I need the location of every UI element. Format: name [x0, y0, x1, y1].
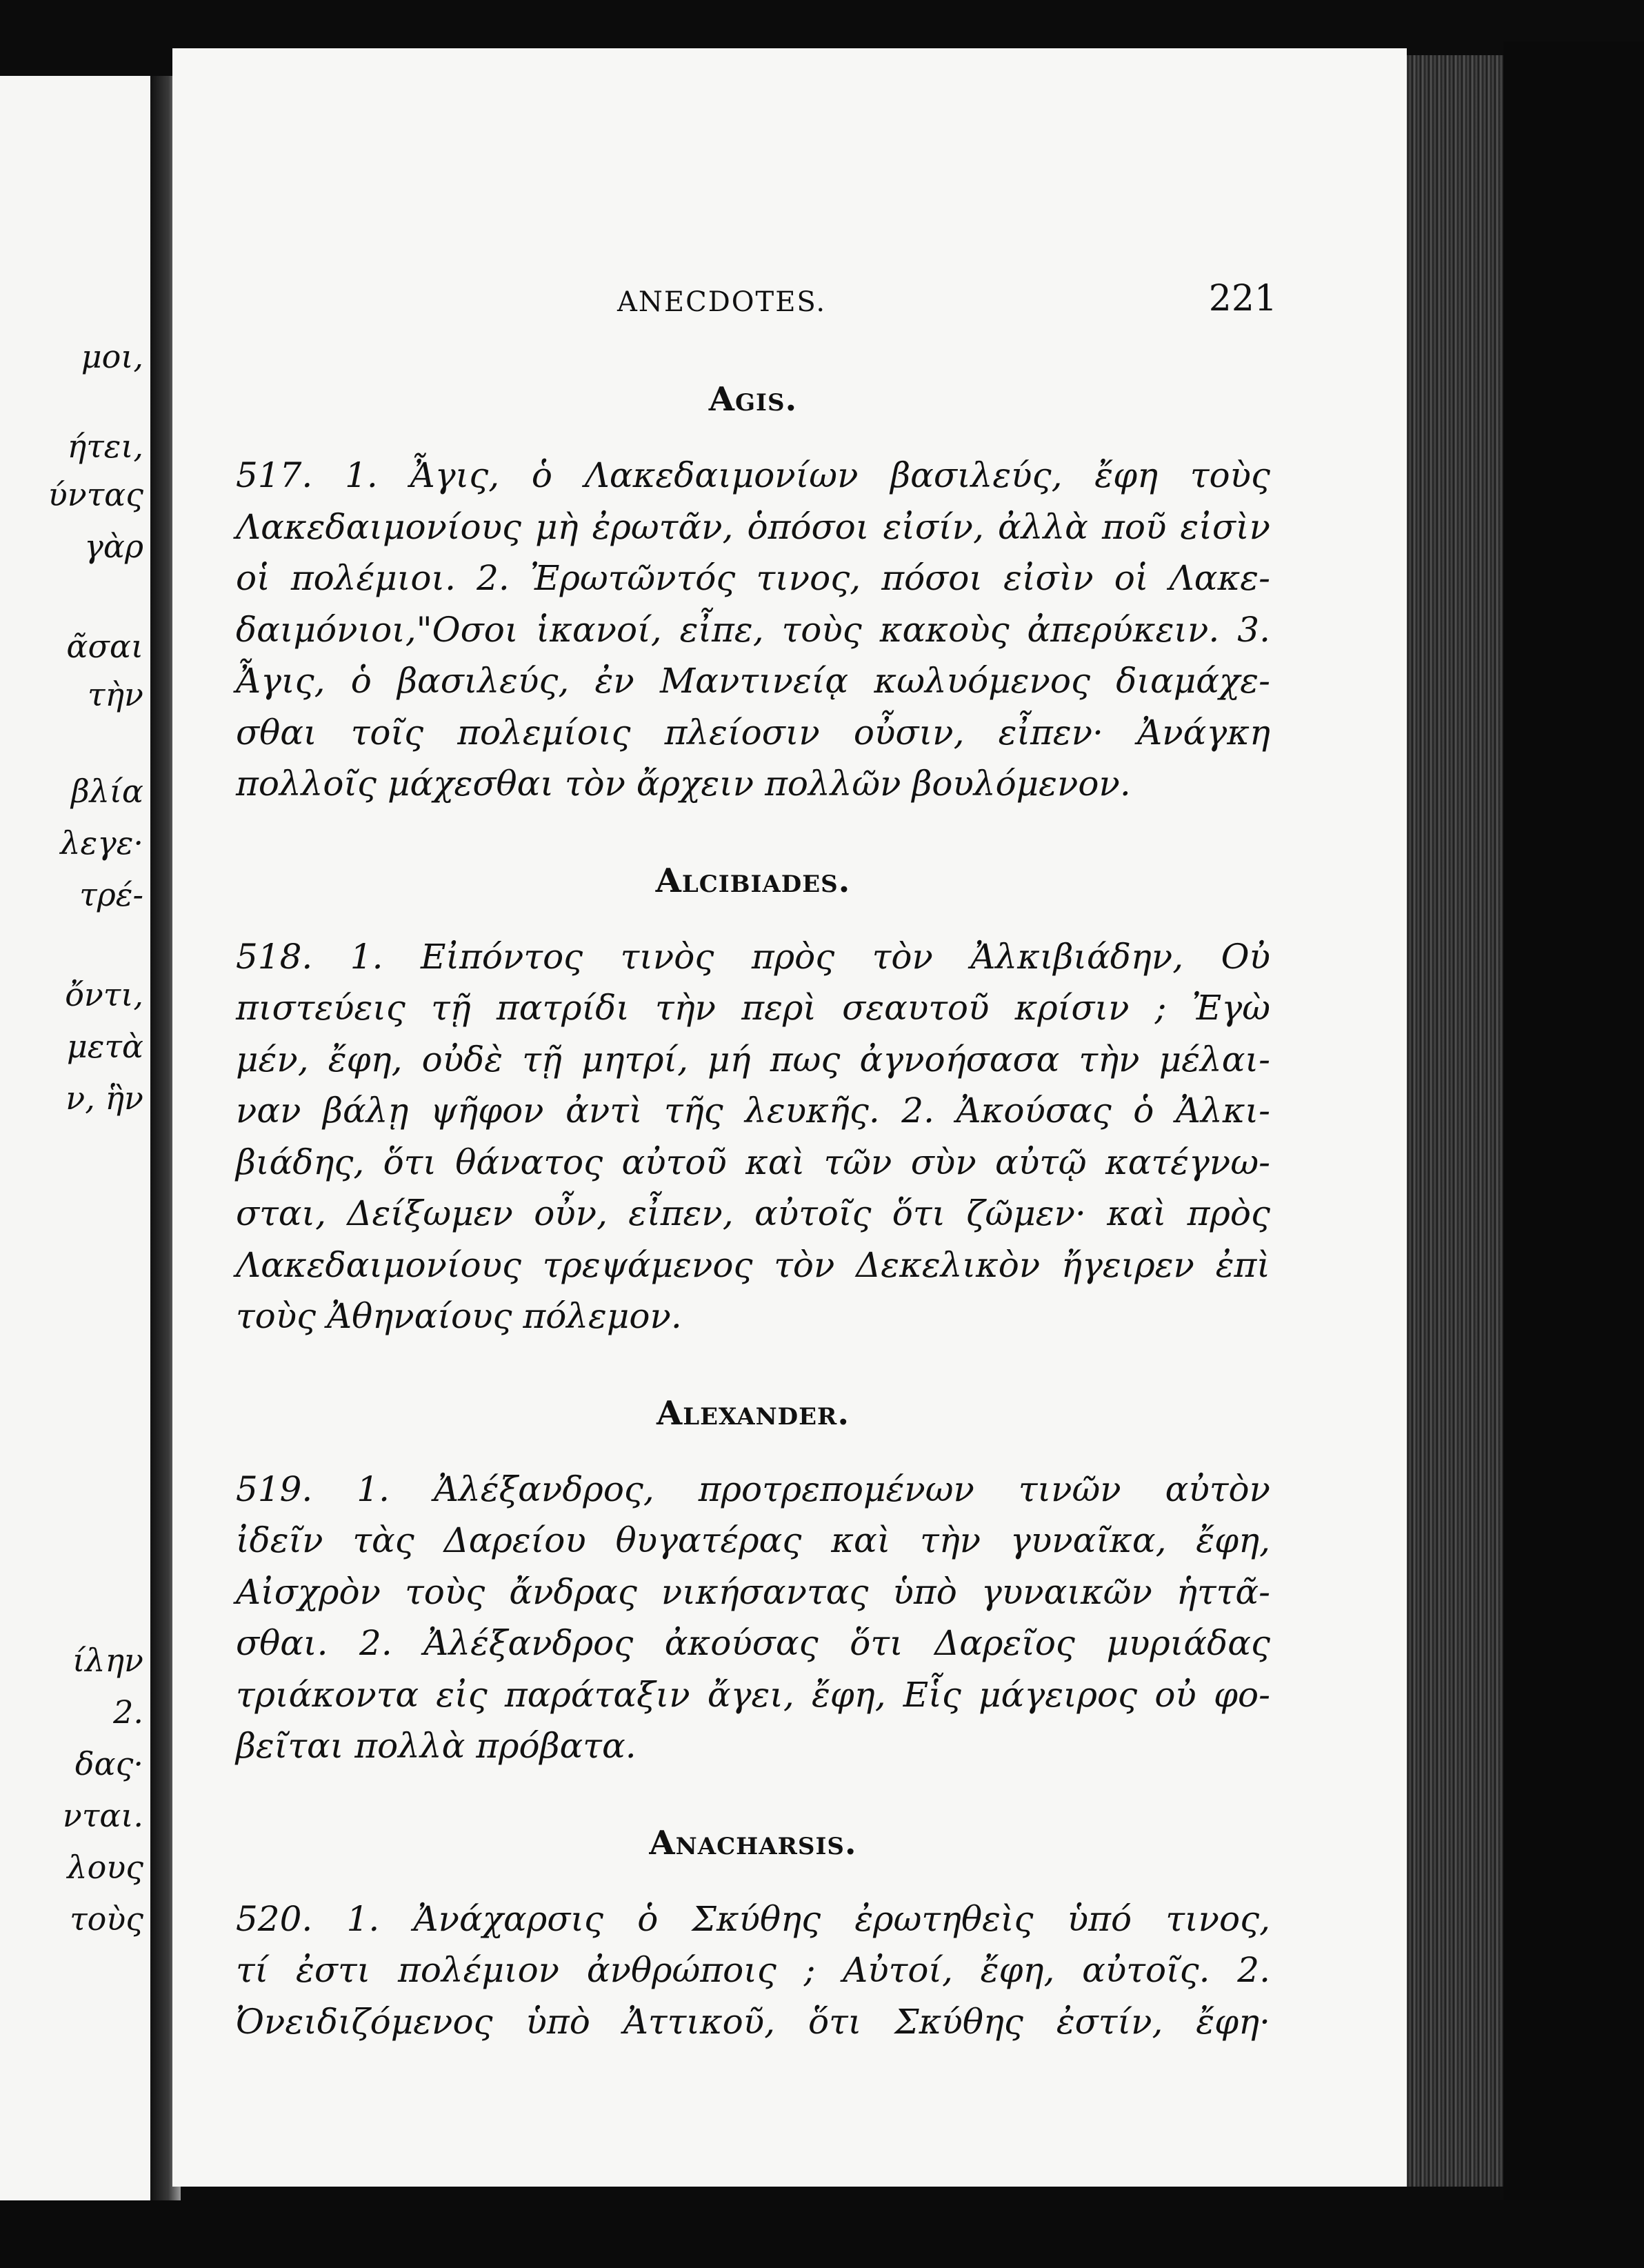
previous-page-line: ν, ἣν [66, 1080, 143, 1117]
text-line: σθαι τοῖς πολεμίοις πλείοσιν οὖσιν, εἶπεν· Ἀνάγκη [236, 712, 1270, 753]
previous-page-line: ᾶσαι [66, 628, 143, 665]
running-head [172, 278, 1407, 335]
text-line: σται, Δείξωμεν οὖν, εἶπεν, αὐτοῖς ὅτι ζῶμεν· καὶ πρὸς [236, 1193, 1270, 1233]
background-dark [1503, 41, 1644, 2268]
text-line: βεῖται πολλὰ πρόβατα. [236, 1726, 636, 1766]
text-line: Ἆγις, ὁ βασιλεύς, ἐν Μαντινείᾳ κωλυόμενος διαμάχε- [236, 661, 1270, 701]
text-line: τοὺς Ἀθηναίους πόλεμον. [236, 1296, 682, 1336]
text-line: 517. 1. Ἆγις, ὁ Λακεδαιμονίων βασιλεύς, ἔφη τοὺς [236, 455, 1270, 495]
text-line: Αἰσχρὸν τοὺς ἄνδρας νικήσαντας ὑπὸ γυναικῶν ἡττᾶ- [236, 1571, 1270, 1612]
section-heading-alcibiades: Alcibiades. [655, 861, 851, 900]
previous-page-line: τρέ- [79, 876, 143, 913]
text-line: Ὀνειδιζόμενος ὑπὸ Ἀττικοῦ, ὅτι Σκύθης ἐστίν, ἔφη· [236, 2001, 1270, 2042]
section-heading-anacharsis: Anacharsis. [649, 1823, 857, 1862]
text-line: ναν βάλῃ ψῆφον ἀντὶ τῆς λευκῆς. 2. Ἀκούσας ὁ Ἀλκι- [236, 1091, 1270, 1131]
previous-page-line: βλία [71, 773, 143, 810]
page-number: 221 [1208, 278, 1277, 319]
anecdote-518 [236, 931, 1270, 1342]
text-line: πιστεύεις τῇ πατρίδι τὴν περὶ σεαυτοῦ κρίσιν ; Ἐγὼ [236, 988, 1270, 1028]
previous-page-line: λους [67, 1849, 143, 1886]
anecdote-519 [236, 1464, 1270, 1772]
anecdote-517 [236, 450, 1270, 810]
previous-page-line: γὰρ [84, 528, 143, 565]
book-page [172, 48, 1407, 2187]
previous-page-line: ύντας [48, 476, 143, 513]
previous-page-line: ὄντι, [65, 976, 143, 1013]
previous-page-line: τὴν [88, 676, 143, 713]
text-line: σθαι. 2. Ἀλέξανδρος ἀκούσας ὅτι Δαρεῖος μυριάδας [236, 1623, 1270, 1663]
previous-page-line: νται. [62, 1797, 143, 1834]
previous-page-line: ήτει, [67, 428, 143, 465]
text-line: ἰδεῖν τὰς Δαρείου θυγατέρας καὶ τὴν γυναῖκα, ἔφη, [236, 1520, 1270, 1560]
text-line: βιάδης, ὅτι θάνατος αὐτοῦ καὶ τῶν σὺν αὐτῷ κατέγνω- [236, 1142, 1270, 1182]
text-line: δαιμόνιοι,"Οσοι ἱκανοί, εἶπε, τοὺς κακοὺς ἀπερύκειν. 3. [236, 609, 1270, 650]
previous-page-line: μοι, [81, 338, 143, 375]
text-line: τριάκοντα εἰς παράταξιν ἄγει, ἔφη, Εἷς μάγειρος οὐ φο- [236, 1674, 1270, 1715]
text-line: οἱ πολέμιοι. 2. Ἐρωτῶντός τινος, πόσοι εἰσὶν οἱ Λακε- [236, 558, 1270, 598]
previous-page-line: τοὺς [70, 1900, 143, 1938]
section-heading-alexander: Alexander. [656, 1393, 850, 1433]
text-line: πολλοῖς μάχεσθαι τὸν ἄρχειν πολλῶν βουλόμενον. [236, 764, 1131, 804]
previous-page-line: λεγε· [60, 824, 143, 862]
anecdote-520 [236, 1893, 1270, 2048]
previous-page-line: ίλην [72, 1642, 143, 1679]
text-line: Λακεδαιμονίους μὴ ἐρωτᾶν, ὁπόσοι εἰσίν, ἀλλὰ ποῦ εἰσὶν [236, 506, 1270, 547]
text-line: Λακεδαιμονίους τρεψάμενος τὸν Δεκελικὸν ἤγειρεν ἐπὶ [236, 1244, 1270, 1285]
running-title: ANECDOTES. [617, 286, 827, 318]
text-line: 520. 1. Ἀνάχαρσις ὁ Σκύθης ἐρωτηθεὶς ὑπό τινος, [236, 1898, 1270, 1939]
page-body [236, 372, 1270, 2047]
previous-page-fragment [0, 76, 154, 2200]
background-dark-bottom [0, 2200, 1644, 2268]
previous-page-line: δας· [74, 1745, 143, 1782]
section-heading-agis: Agis. [708, 380, 798, 419]
previous-page-line: μετὰ [66, 1028, 143, 1065]
text-line: 519. 1. Ἀλέξανδρος, προτρεπομένων τινῶν αὐτὸν [236, 1469, 1270, 1509]
text-line: τί ἐστι πολέμιον ἀνθρώποις ; Αὐτοί, ἔφη, αὐτοῖς. 2. [236, 1950, 1270, 1990]
previous-page-line: 2. [113, 1693, 143, 1731]
text-line: μέν, ἔφη, οὐδὲ τῇ μητρί, μή πως ἀγνοήσασα τὴν μέλαι- [236, 1039, 1270, 1080]
text-line: 518. 1. Εἰπόντος τινὸς πρὸς τὸν Ἀλκιβιάδην, Οὐ [236, 936, 1270, 977]
